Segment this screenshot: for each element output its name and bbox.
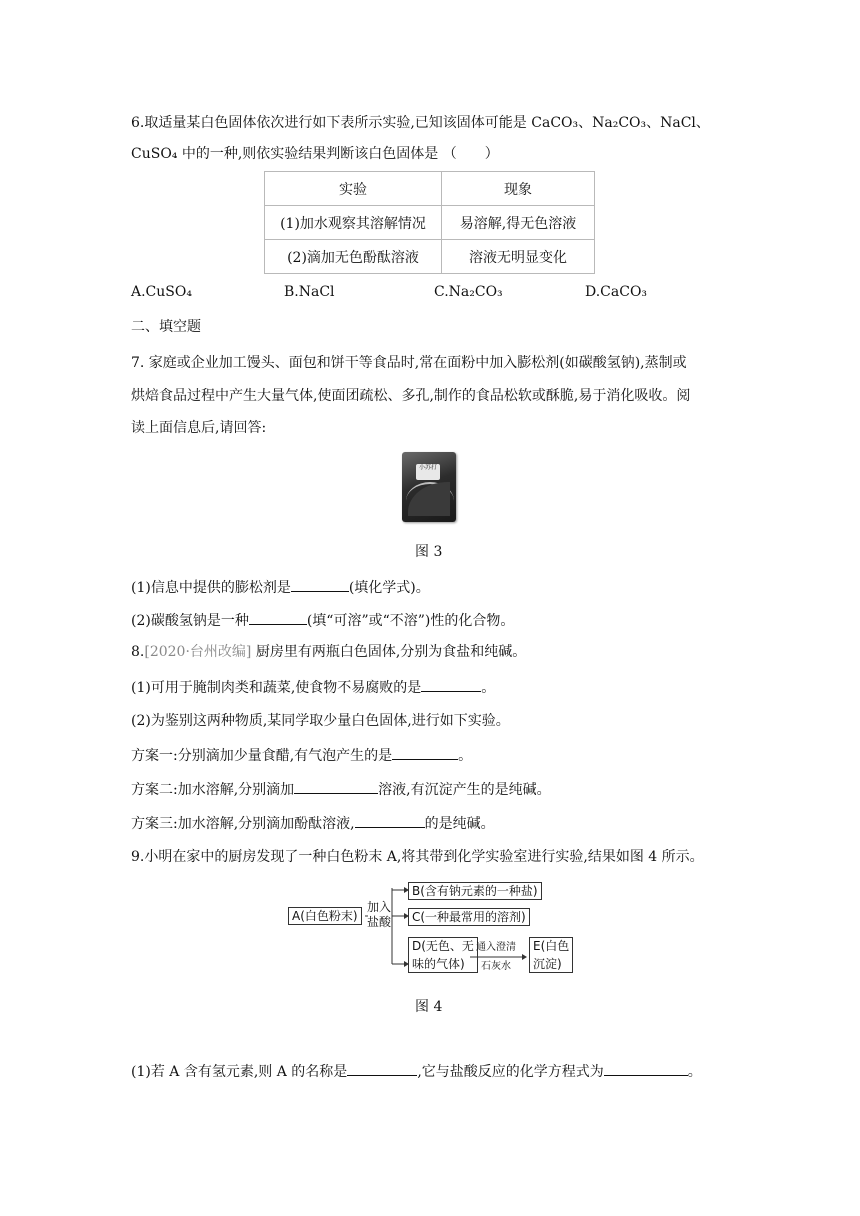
reagent-line1: 加入: [366, 900, 391, 914]
q8-source-citation: [2020·台州改编]: [144, 644, 252, 660]
node-d-line2: 味的气体): [412, 957, 465, 971]
q9-part1: [131, 1061, 702, 1081]
q7-stem-line2: 烘焙食品过程中产生大量气体,使面团疏松、多孔,制作的食品松软或酥脆,易于消化吸收。阅: [131, 388, 691, 404]
bag-label: 小苏打: [416, 464, 440, 480]
q7-stem-line3: 读上面信息后,请回答:: [131, 420, 267, 436]
q8-scheme1-tail: 。: [458, 748, 473, 764]
table-cell: 易溶解,得无色溶液: [442, 206, 595, 240]
q8-part1-text: (1)可用于腌制肉类和蔬菜,使食物不易腐败的是: [131, 680, 422, 696]
q9-part1-tail: 。: [687, 1064, 702, 1080]
q7-part1-tail: (填化学式)。: [348, 580, 430, 596]
node-c-box: C(一种最常用的溶剂): [408, 908, 530, 926]
q9-part1-text: (1)若 A 含有氢元素,则 A 的名称是: [131, 1064, 348, 1080]
figure-3-caption: 图 3: [415, 544, 443, 560]
table-header-cell: 实验: [265, 172, 442, 206]
q8-stem-text: 厨房里有两瓶白色固体,分别为食盐和纯碱。: [251, 644, 527, 660]
q8-scheme2-tail: 溶液,有沉淀产生的是纯碱。: [378, 782, 551, 798]
node-d-box: [408, 937, 478, 973]
answer-blank[interactable]: [347, 1061, 417, 1076]
section-heading: 二、填空题: [131, 319, 201, 335]
q8-number: 8.: [131, 644, 145, 660]
answer-blank[interactable]: [604, 1061, 688, 1076]
table-header-cell: 现象: [442, 172, 595, 206]
table-cell: 溶液无明显变化: [442, 240, 595, 274]
q8-scheme2-text: 方案二:加水溶解,分别滴加: [131, 782, 295, 798]
node-e-line1: E(白色: [533, 939, 570, 953]
node-b-box: B(含有钠元素的一种盐): [408, 882, 542, 900]
q8-scheme3-text: 方案三:加水溶解,分别滴加酚酞溶液,: [131, 816, 355, 832]
node-e-line2: 沉淀): [533, 957, 562, 971]
q9-part1-mid: ,它与盐酸反应的化学方程式为: [417, 1064, 604, 1080]
q6-stem-line2: CuSO₄ 中的一种,则依实验结果判断该白色固体是 （ ）: [131, 146, 499, 162]
q7-part2-text: (2)碳酸氢钠是一种: [131, 613, 249, 629]
option-c: C.Na₂CO₃: [434, 284, 503, 300]
table-cell: (1)加水观察其溶解情况: [265, 206, 442, 240]
q8-part1-tail: 。: [481, 680, 496, 696]
pass-label-top: 通入澄清: [476, 942, 516, 953]
q7-part2-tail: (填“可溶”或“不溶”)性的化合物。: [306, 613, 515, 629]
reagent-label: [366, 900, 392, 930]
option-b: B.NaCl: [284, 284, 335, 300]
figure-4-caption: 图 4: [415, 999, 443, 1015]
node-a-box: A(白色粉末): [288, 907, 362, 925]
q6-stem-line1: 6.取适量某白色固体依次进行如下表所示实验,已知该固体可能是 CaCO₃、Na₂CO₃、NaCl、: [131, 115, 710, 131]
table-cell: (2)滴加无色酚酞溶液: [265, 240, 442, 274]
q8-part2: (2)为鉴别这两种物质,某同学取少量白色固体,进行如下实验。: [131, 713, 510, 729]
pass-label-bottom: 石灰水: [481, 961, 511, 972]
q7-part1-text: (1)信息中提供的膨松剂是: [131, 580, 291, 596]
reagent-line2: 盐酸: [366, 915, 391, 929]
q7-stem-line1: 7. 家庭或企业加工馒头、面包和饼干等食品时,常在面粉中加入膨松剂(如碳酸氢钠),蒸制或: [131, 355, 687, 371]
q8-scheme3-tail: 的是纯碱。: [424, 816, 495, 832]
q9-stem: 9.小明在家中的厨房发现了一种白色粉末 A,将其带到化学实验室进行实验,结果如图 4 所示。: [131, 849, 704, 865]
option-a: A.CuSO₄: [131, 284, 192, 300]
node-d-line1: D(无色、无: [412, 939, 474, 953]
option-d: D.CaCO₃: [585, 284, 648, 300]
node-e-box: [529, 937, 573, 973]
q8-scheme1-text: 方案一:分别滴加少量食醋,有气泡产生的是: [131, 748, 393, 764]
